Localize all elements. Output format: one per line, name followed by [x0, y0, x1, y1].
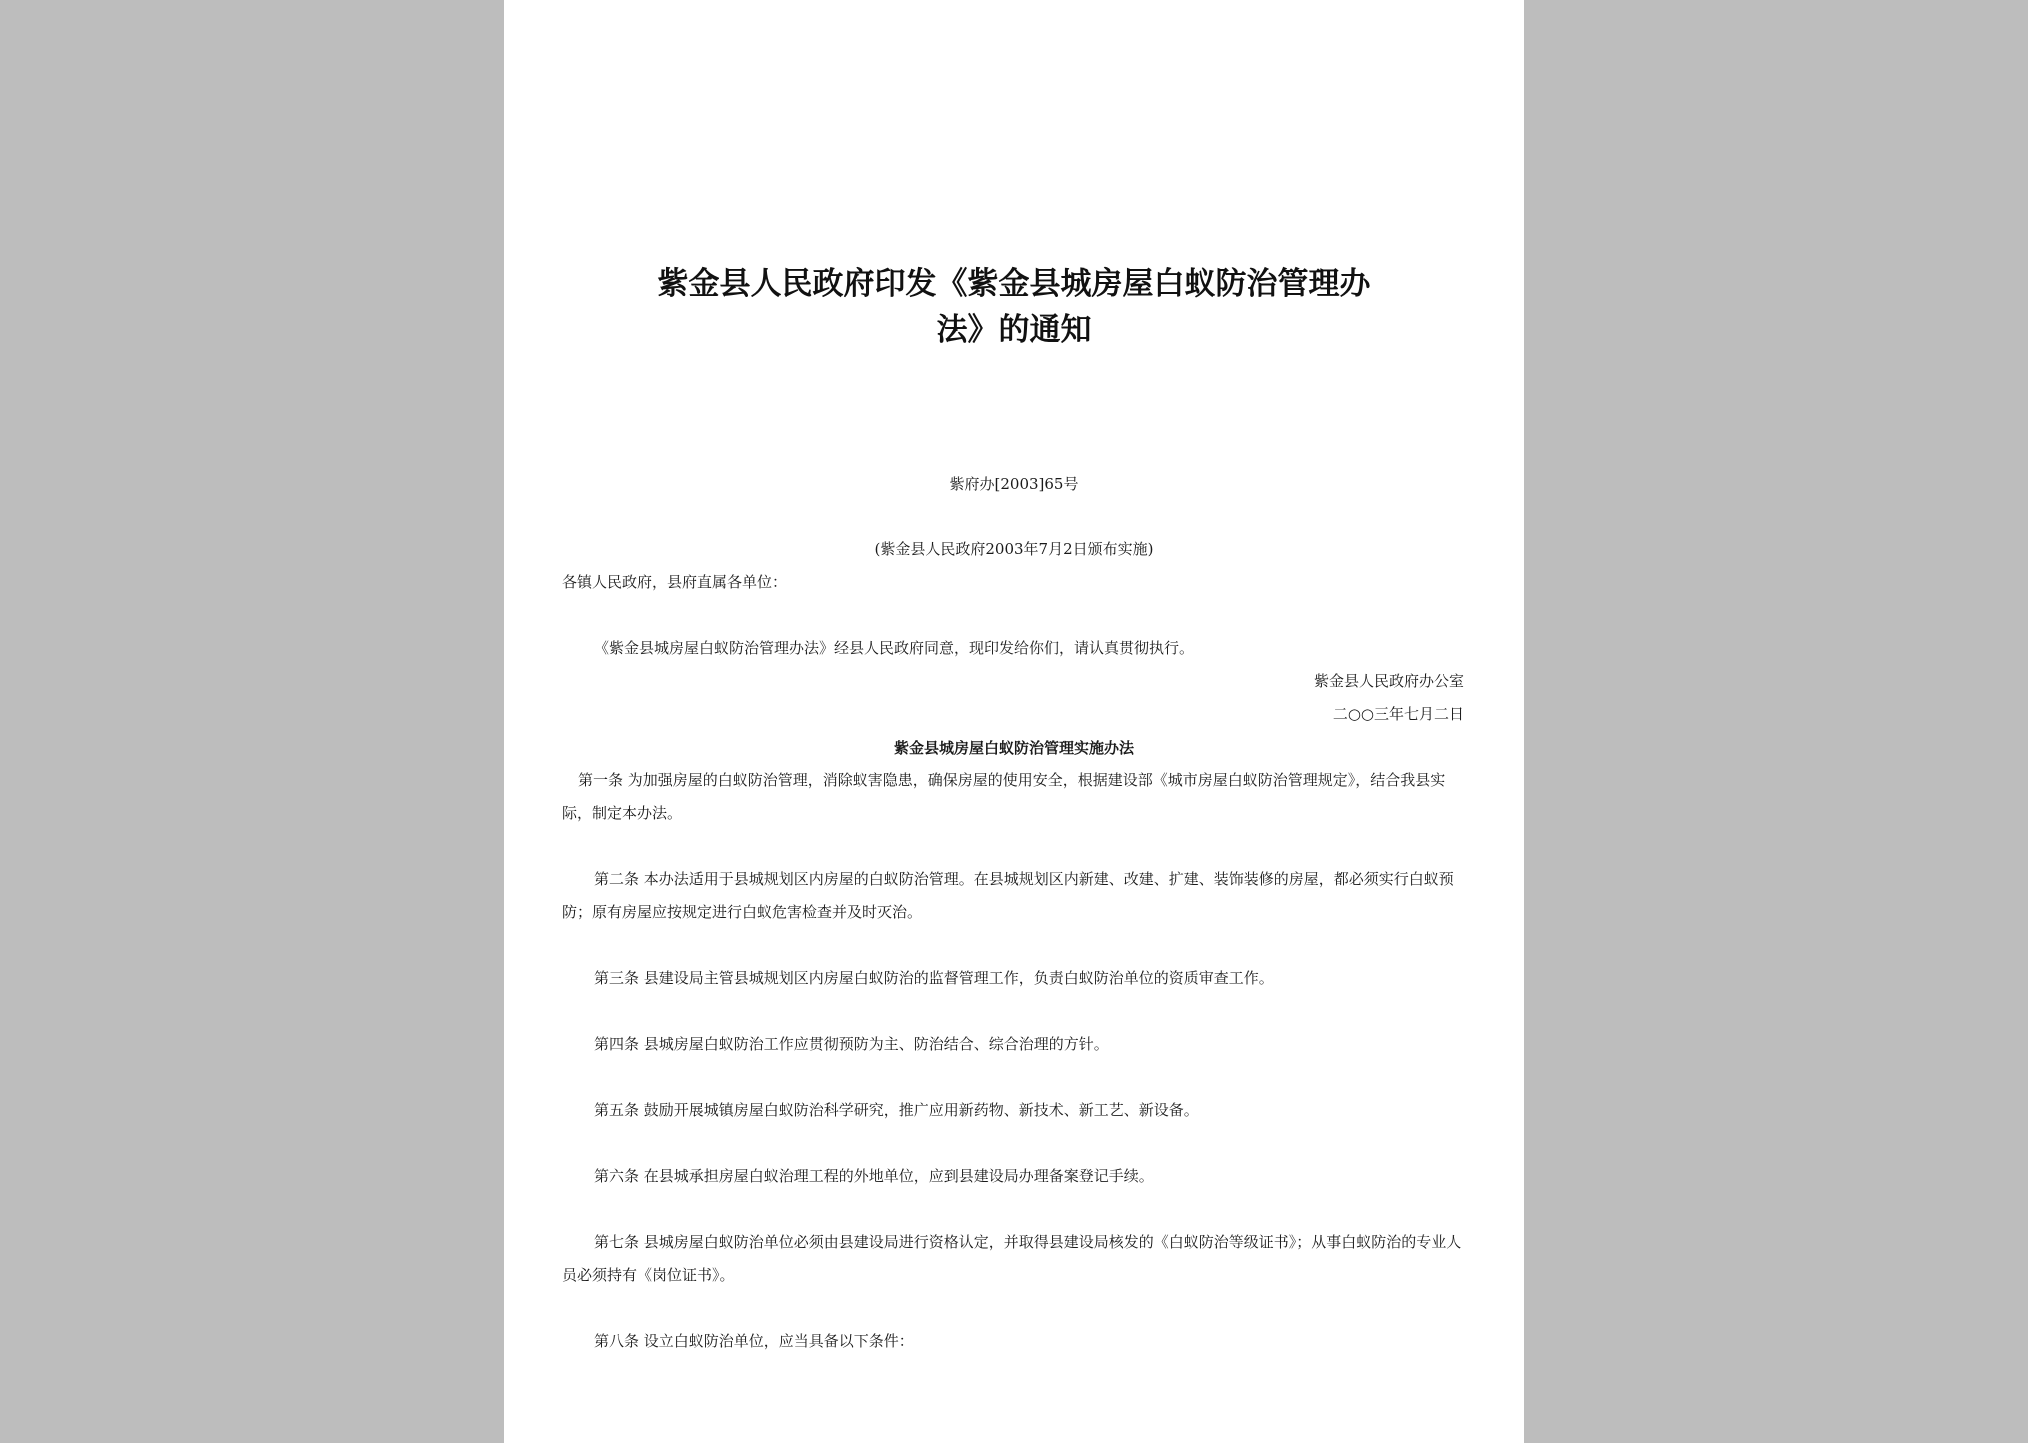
document-number: 紫府办[2003]65号 [949, 475, 1079, 493]
document-title-line-2: 法》的通知 [936, 312, 1092, 348]
article-1: 第一条 为加强房屋的白蚁防治管理，消除蚁害隐患，确保房屋的使用安全，根据建设部《城市房屋白蚁防治管理规定》，结合我县实际，制定本办法。 [562, 771, 1446, 822]
salutation: 各镇人民政府，县府直属各单位： [562, 573, 788, 591]
article-2: 第二条 本办法适用于县城规划区内房屋的白蚁防治管理。在县城规划区内新建、改建、扩建、装饰装修的房屋，都必须实行白蚁预防；原有房屋应按规定进行白蚁危害检查并及时灭治。 [562, 870, 1454, 921]
article-8: 第八条 设立白蚁防治单位，应当具备以下条件： [594, 1332, 914, 1350]
body-intro: 《紫金县城房屋白蚁防治管理办法》经县人民政府同意，现印发给你们，请认真贯彻执行。 [594, 639, 1195, 657]
article-6: 第六条 在县城承担房屋白蚁治理工程的外地单位，应到县建设局办理备案登记手续。 [594, 1167, 1154, 1185]
signature-org: 紫金县人民政府办公室 [1313, 672, 1464, 690]
signature-date: 二○○三年七月二日 [1332, 705, 1464, 723]
article-3: 第三条 县建设局主管县城规划区内房屋白蚁防治的监督管理工作，负责白蚁防治单位的资质审查工作。 [594, 969, 1274, 987]
measures-subtitle: 紫金县城房屋白蚁防治管理实施办法 [893, 739, 1134, 757]
article-4: 第四条 县城房屋白蚁防治工作应贯彻预防为主、防治结合、综合治理的方针。 [594, 1035, 1109, 1053]
document-page [504, 0, 1524, 1443]
article-7: 第七条 县城房屋白蚁防治单位必须由县建设局进行资格认定，并取得县建设局核发的《白蚁防治等级证书》；从事白蚁防治的专业人员必须持有《岗位证书》。 [562, 1233, 1462, 1284]
document-title-line-1: 紫金县人民政府印发《紫金县城房屋白蚁防治管理办 [657, 266, 1371, 302]
issued-note: (紫金县人民政府2003年7月2日颁布实施) [874, 540, 1154, 558]
article-5: 第五条 鼓励开展城镇房屋白蚁防治科学研究，推广应用新药物、新技术、新工艺、新设备。 [594, 1101, 1199, 1119]
